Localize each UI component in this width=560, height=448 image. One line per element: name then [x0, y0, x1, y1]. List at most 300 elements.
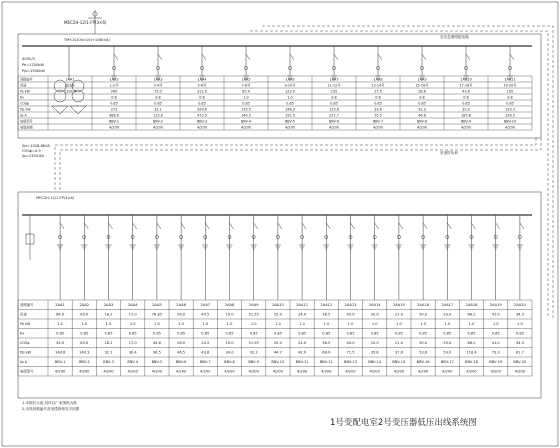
- top-feeder-1AA2-breaker: [114, 54, 118, 60]
- bottom-cell-2AA6-kx: 1.0: [178, 322, 184, 327]
- top-cell-1AA6-pe: 123.0: [285, 89, 295, 94]
- bottom-feeder-2AA12-breaker: [326, 223, 330, 229]
- bottom-feeder-2AA16-breaker: [423, 223, 427, 229]
- top-cell-1AA5-id: 1AA5: [241, 77, 251, 82]
- bottom-cell-2AA18-id: 2AA18: [465, 303, 478, 308]
- bottom-cell-2AA13-pe: 40.0: [346, 312, 355, 317]
- bottom-row-label: 用途: [20, 312, 27, 317]
- bottom-cell-2AA14-pjs: 20.0: [370, 341, 379, 346]
- bottom-cell-2AA4-cos: 0.85: [128, 331, 137, 336]
- bottom-cell-2AA2-cable: BBV-2: [78, 360, 90, 365]
- top-feeder-1AA10-breaker: [466, 54, 470, 60]
- bottom-cell-2AA11-sw: 4/200: [296, 369, 308, 374]
- top-cell-1AA11-pjs: 120.3: [505, 107, 515, 112]
- supply-note-3: Pjs=1500kW: [22, 69, 45, 73]
- bottom-cell-2AA18-cos: 0.85: [467, 331, 476, 336]
- top-cell-1AA3-cable: BBV-2: [152, 119, 164, 124]
- bottom-cell-2AA17-kx: 1.0: [444, 322, 451, 327]
- bottom-cell-2AA7-cos: 0.85: [201, 331, 210, 336]
- top-cell-1AA3-kx: 0.8: [155, 95, 161, 100]
- top-cell-1AA6-kx: 1.0: [287, 95, 293, 100]
- bottom-cell-2AA10-sw: 4/200: [272, 369, 284, 374]
- top-cell-1AA3-pjs: 32.1: [154, 107, 162, 112]
- bottom-incoming-label: MEC2H-12/1-FP(3×6): [36, 196, 75, 200]
- top-cell-1AA8-name: 13-14号: [371, 83, 385, 88]
- top-cell-1AA4-name: 5-6号: [197, 83, 207, 88]
- top-cell-1AA4-cable: BBV-3: [196, 119, 208, 124]
- top-cell-1AA8-pjs: 33.6: [374, 107, 382, 112]
- top-row-label: 电缆规格: [20, 125, 33, 130]
- bottom-cell-2AA18-kx: 1.0: [468, 322, 475, 327]
- bottom-row-label: COSφ: [20, 341, 30, 346]
- top-cell-1AA8-id: 1AA8: [373, 77, 383, 82]
- bottom-cell-2AA9-cable: BBV-9: [248, 360, 260, 365]
- bottom-cell-2AA6-cos: 0.85: [177, 331, 186, 336]
- top-cell-1AA11-cos: 0.85: [506, 101, 514, 106]
- top-cell-1AA2-pe: 260: [110, 89, 118, 94]
- top-cell-1AA4-sw: 4/200: [197, 125, 207, 130]
- bottom-cell-2AA12-ijs: 68.9: [322, 350, 331, 355]
- top-row-label: Pe kW: [20, 89, 30, 94]
- bottom-cell-2AA4-id: 2AA4: [127, 303, 138, 308]
- total-sjs: Sjs=1528.8KVA: [22, 144, 50, 148]
- top-cell-1AA10-cable: BBV-9: [460, 119, 472, 124]
- bottom-cell-2AA5-kx: 1.0: [154, 322, 160, 327]
- top-cell-1AA10-cos: 0.85: [462, 101, 470, 106]
- bottom-cell-2AA1-cos: 0.85: [56, 331, 65, 336]
- bottom-cell-2AA16-pe: 30.0: [419, 312, 428, 317]
- bottom-cell-2AA5-cos: 0.85: [152, 331, 161, 336]
- top-cell-1AA7-name: 11-12号: [327, 83, 341, 88]
- top-cell-1AA5-pjs: 135.5: [241, 107, 251, 112]
- bottom-cell-2AA12-id: 2AA12: [320, 303, 333, 308]
- bottom-cell-2AA3-ijs: 32.1: [104, 350, 113, 355]
- top-cell-1AA10-pe: 43.8: [462, 89, 470, 94]
- bottom-cell-2AA3-sw: 4/200: [103, 369, 114, 374]
- bottom-cell-2AA8-id: 2AA8: [224, 303, 235, 308]
- bottom-feeder-2AA15-breaker: [399, 223, 403, 229]
- top-feeder-1AA4-breaker: [202, 54, 206, 60]
- top-cell-1AA11-ijs: 126.5: [505, 113, 515, 118]
- top-cell-1AA4-pjs: 320.6: [197, 107, 207, 112]
- bottom-cell-2AA2-cos: 0.85: [80, 331, 89, 336]
- bottom-cell-2AA12-pjs: 38.5: [322, 341, 331, 346]
- top-cell-1AA4-cos: 0.85: [198, 101, 206, 106]
- top-cell-1AA7-sw: 4/200: [329, 125, 339, 130]
- bottom-cell-2AA7-cable: BBV-7: [199, 360, 211, 365]
- bottom-cell-2AA8-pe: 19.0: [225, 312, 234, 317]
- bottom-feeder-2AA19-breaker: [496, 223, 500, 229]
- bottom-cell-2AA20-kx: 1.0: [517, 322, 523, 327]
- bottom-cell-2AA4-cable: BBV-4: [127, 360, 139, 365]
- top-cell-1AA3-pe: 75.0: [154, 89, 162, 94]
- top-cell-1AA1-id: 1AA1: [65, 77, 75, 82]
- bottom-cell-2AA10-pe: 25.0: [273, 312, 282, 317]
- bottom-cell-2AA1-pe: 64.0: [56, 312, 65, 317]
- top-row-label: COSφ: [20, 101, 29, 106]
- bottom-cell-2AA20-cos: 0.85: [515, 331, 524, 336]
- top-feeder-1AA5-breaker: [246, 54, 250, 60]
- top-feeder-1AA9-breaker: [422, 54, 426, 60]
- bottom-cell-2AA1-cable: BBV-1: [54, 360, 66, 365]
- top-cell-1AA6-cable: BBV-5: [284, 119, 296, 124]
- bottom-cell-2AA19-sw: 4/200: [490, 369, 501, 374]
- bottom-cell-2AA8-sw: 4/200: [224, 369, 235, 374]
- bottom-cell-2AA11-cable: BBV-11: [295, 360, 309, 365]
- top-cell-1AA7-pe: 135: [330, 89, 338, 94]
- bottom-cell-2AA20-pe: 34.5: [515, 312, 524, 317]
- top-cell-1AA4-kx: 0.8: [199, 95, 205, 100]
- top-cell-1AA1-pe: 2328.6: [64, 89, 76, 94]
- bottom-cell-2AA19-ijs: 73.3: [491, 350, 500, 355]
- top-cell-1AA10-ijs: 185.8: [461, 113, 471, 118]
- bottom-cell-2AA5-sw: 4/200: [151, 369, 163, 374]
- top-cell-1AA6-cos: 0.85: [286, 101, 294, 106]
- bottom-cell-2AA3-kx: 1.0: [105, 322, 112, 327]
- top-cell-1AA9-cable: BBV-8: [416, 119, 428, 124]
- bottom-cell-2AA11-kx: 1.0: [299, 322, 305, 327]
- bottom-cell-2AA8-cos: 0.85: [225, 331, 234, 336]
- bottom-cell-2AA10-cos: 0.85: [273, 331, 282, 336]
- top-cell-1AA3-cos: 0.85: [154, 101, 162, 106]
- bottom-cell-2AA8-ijs: 34.0: [225, 350, 234, 355]
- bottom-cell-2AA16-pjs: 30.0: [419, 341, 428, 346]
- bottom-cell-2AA4-ijs: 30.4: [128, 350, 137, 355]
- top-cell-1AA10-name: 17-18号: [459, 83, 473, 88]
- bottom-cell-2AA12-kx: 1.0: [323, 322, 330, 327]
- top-cell-1AA5-sw: 4/200: [241, 125, 251, 130]
- bottom-cell-2AA1-id: 2AA1: [55, 303, 65, 308]
- bottom-cell-2AA10-cable: BBV-10: [271, 360, 285, 365]
- bottom-cell-2AA9-pe: 51.55: [248, 312, 259, 317]
- top-cell-1AA8-kx: 0.8: [375, 95, 381, 100]
- note-1: 1.本图仅示意,具体以厂家图纸为准: [22, 401, 77, 405]
- bottom-cell-2AA16-ijs: 53.6: [419, 350, 428, 355]
- bottom-cell-2AA5-pjs: 44.6: [152, 341, 161, 346]
- bottom-cell-2AA20-id: 2AA20: [513, 303, 526, 308]
- top-cell-1AA5-name: 7-8号: [241, 83, 251, 88]
- bottom-cell-2AA1-pjs: 54.0: [56, 341, 65, 346]
- bottom-cell-2AA13-sw: 4/200: [345, 369, 356, 374]
- bottom-cell-2AA16-id: 2AA16: [417, 303, 430, 308]
- top-cell-1AA10-id: 1AA10: [460, 77, 472, 82]
- bottom-cell-2AA17-sw: 4/200: [442, 369, 453, 374]
- bottom-cell-2AA9-pjs: 51.55: [248, 341, 259, 346]
- bottom-cell-2AA9-id: 2AA9: [248, 303, 259, 308]
- bottom-cell-2AA9-cos: 0.85: [249, 331, 258, 336]
- bottom-cell-2AA15-pjs: 21.0: [394, 341, 403, 346]
- top-row-label: Pjs kW: [20, 107, 31, 112]
- top-cell-1AA6-ijs: 192.5: [285, 113, 295, 118]
- top-cell-1AA1-name: 进线柜: [64, 83, 76, 88]
- bottom-cell-2AA3-pjs: 18.2: [104, 341, 113, 346]
- bottom-cell-2AA9-kx: 1.0: [250, 322, 257, 327]
- bottom-cell-2AA20-ijs: 61.7: [515, 350, 524, 355]
- bottom-cell-2AA5-id: 2AA5: [152, 303, 162, 308]
- top-cell-1AA6-name: 9-10号: [284, 83, 296, 88]
- bottom-cell-2AA2-sw: 4/200: [79, 369, 90, 374]
- top-cell-1AA6-id: 1AA6: [285, 77, 295, 82]
- bottom-cell-2AA17-cable: BBV-17: [440, 360, 454, 365]
- total-ijs: Ijs=2320.6A: [22, 154, 44, 158]
- bottom-cell-2AA10-ijs: 44.7: [273, 350, 282, 355]
- top-cell-1AA2-cos: 0.85: [110, 101, 118, 106]
- supply-note-2: Pe=1250kW: [22, 63, 45, 67]
- bottom-feeder-2AA18-breaker: [472, 223, 476, 229]
- bottom-cell-2AA8-pjs: 19.0: [225, 341, 234, 346]
- top-busbar-label: TMY-3(100×10)+1(80×8): [64, 38, 110, 42]
- top-cell-1AA4-pe: 312.0: [197, 89, 207, 94]
- bottom-cell-2AA16-kx: 1.0: [420, 322, 426, 327]
- bottom-cell-2AA16-sw: 4/200: [417, 369, 429, 374]
- top-cell-1AA11-sw: 4/200: [505, 125, 515, 130]
- top-cell-1AA7-ijs: 227.7: [329, 113, 339, 118]
- top-cell-1AA10-pjs: 32.0: [462, 107, 470, 112]
- bottom-cell-2AA11-pjs: 24.0: [298, 341, 307, 346]
- bottom-feeder-2AA13-breaker: [351, 223, 355, 229]
- bottom-cell-2AA2-kx: 1.0: [81, 322, 88, 327]
- bottom-cell-2AA18-cable: BBV-18: [465, 360, 478, 365]
- bottom-cell-2AA2-id: 2AA2: [79, 303, 90, 308]
- top-row-label: Kx: [20, 95, 24, 100]
- top-cell-1AA8-ijs: 70.5: [374, 113, 382, 118]
- bottom-cell-2AA19-pjs: 41.0: [491, 341, 500, 346]
- top-row-label: Ijs A: [20, 113, 27, 118]
- bottom-cell-2AA6-id: 2AA6: [176, 303, 186, 308]
- top-cell-1AA9-id: 1AA9: [417, 77, 427, 82]
- bottom-cell-2AA17-ijs: 59.0: [443, 350, 452, 355]
- top-feeder-1AA11-breaker: [510, 54, 514, 60]
- bottom-cell-2AA13-ijs: 71.5: [346, 350, 355, 355]
- bottom-cell-2AA3-pe: 18.2: [104, 312, 113, 317]
- bottom-row-label: 电缆型号: [20, 369, 34, 374]
- bottom-cell-2AA13-pjs: 40.0: [346, 341, 355, 346]
- drawing-title: 1号变配电室2号变压器低压出线系统图: [330, 418, 477, 428]
- bottom-cell-2AA9-sw: 4/200: [248, 369, 259, 374]
- top-cell-1AA4-id: 1AA4: [197, 77, 207, 82]
- top-cell-1AA9-kx: 0.8: [419, 95, 425, 100]
- bottom-cell-2AA19-cos: 0.85: [491, 331, 500, 336]
- bottom-cell-2AA17-pjs: 33.0: [443, 341, 452, 346]
- bottom-feeder-2AA7-breaker: [205, 223, 209, 229]
- bottom-cell-2AA12-sw: 4/200: [321, 369, 332, 374]
- bottom-cell-2AA6-pjs: 26.0: [177, 341, 186, 346]
- bottom-cell-2AA4-sw: 4/200: [127, 369, 138, 374]
- bottom-feeder-2AA6-breaker: [181, 223, 185, 229]
- bottom-cell-2AA14-kx: 1.0: [371, 322, 378, 327]
- top-feeder-1AA3-breaker: [158, 54, 162, 60]
- top-cell-1AA4-ijs: 473.5: [197, 113, 207, 118]
- bottom-cell-2AA19-cable: BBV-19: [489, 360, 503, 365]
- top-cell-1AA2-kx: 0.8: [111, 95, 117, 100]
- top-cell-1AA8-sw: 4/200: [373, 125, 383, 130]
- bottom-cell-2AA16-cable: BBV-16: [416, 360, 430, 365]
- bottom-feeder-2AA17-breaker: [447, 223, 451, 229]
- bottom-cell-2AA16-cos: 0.85: [419, 331, 428, 336]
- bottom-cell-2AA15-id: 2AA15: [392, 303, 405, 308]
- top-cell-1AA2-name: 1-2号: [109, 83, 119, 88]
- bottom-row-label: 回路编号: [20, 303, 34, 308]
- top-cell-1AA9-ijs: 46.8: [418, 113, 426, 118]
- bottom-cell-2AA17-id: 2AA17: [441, 303, 454, 308]
- bottom-cell-2AA15-ijs: 37.6: [394, 350, 403, 355]
- top-cell-1AA7-cable: BBV-6: [328, 119, 340, 124]
- bottom-cell-2AA18-ijs: 118.4: [466, 350, 477, 355]
- top-cell-1AA8-cable: BBV-7: [372, 119, 384, 124]
- bottom-cell-2AA11-pe: 24.0: [298, 312, 307, 317]
- top-incoming-label: MEC2H-12/1-FP(3×6): [64, 20, 107, 25]
- bottom-cell-2AA6-ijs: 46.5: [177, 350, 186, 355]
- bottom-cell-2AA1-ijs: 148.8: [54, 350, 66, 355]
- top-row-label: 回路编号: [20, 77, 33, 82]
- top-cell-1AA9-name: 15-16号: [415, 83, 429, 88]
- bottom-cell-2AA3-cos: 0.85: [104, 331, 113, 336]
- bottom-cell-2AA20-sw: 4/200: [514, 369, 526, 374]
- bottom-cell-2AA14-id: 2AA14: [368, 303, 381, 308]
- top-cell-1AA7-pjs: 125.6: [329, 107, 339, 112]
- bottom-cell-2AA18-sw: 4/200: [466, 369, 477, 374]
- bottom-row-label: Pe kW: [20, 322, 31, 327]
- bottom-cell-2AA5-cable: BBV-5: [151, 360, 163, 365]
- bottom-cell-2AA5-pe: 78.85: [151, 312, 163, 317]
- top-cell-1AA9-cos: 0.85: [418, 101, 426, 106]
- supply-note-1: 400V/3: [22, 57, 35, 61]
- bottom-cell-2AA8-kx: 1.0: [226, 322, 233, 327]
- bottom-cell-2AA14-cable: BBV-14: [368, 360, 382, 365]
- top-cell-1AA3-id: 1AA3: [153, 77, 163, 82]
- bottom-cell-2AA12-pe: 38.5: [322, 312, 331, 317]
- bottom-cell-2AA2-pjs: 63.0: [80, 341, 89, 346]
- top-cell-1AA2-cable: BBV-1: [108, 119, 120, 124]
- bottom-cell-2AA17-pe: 33.0: [443, 312, 452, 317]
- top-cell-1AA5-ijs: 140.5: [241, 113, 251, 118]
- top-feeder-1AA6-breaker: [290, 54, 294, 60]
- bottom-row-label: Pjs kW: [20, 350, 32, 355]
- bottom-feeder-2AA20-breaker: [520, 223, 524, 229]
- note-2: 2.出线回路编号及电缆规格见平面图: [22, 407, 80, 411]
- bottom-cell-2AA4-kx: 1.0: [129, 322, 136, 327]
- top-cell-1AA9-pjs: 92.3: [418, 107, 426, 112]
- bottom-cell-2AA7-ijs: 43.8: [201, 350, 210, 355]
- bottom-cell-2AA12-cable: BBV-12: [319, 360, 333, 365]
- bottom-cell-2AA13-cable: BBV-13: [344, 360, 357, 365]
- bottom-cell-2AA15-kx: 1.0: [396, 322, 402, 327]
- bottom-cell-2AA11-id: 2AA11: [296, 303, 309, 308]
- bottom-cell-2AA10-pjs: 25.0: [273, 341, 282, 346]
- bottom-cell-2AA17-cos: 0.85: [443, 331, 452, 336]
- bottom-cell-2AA1-sw: 4/200: [54, 369, 66, 374]
- top-cell-1AA11-pe: 150: [506, 89, 514, 94]
- bottom-cell-2AA2-ijs: 140.3: [79, 350, 90, 355]
- bottom-feeder-2AA2-breaker: [84, 223, 88, 229]
- bottom-row-label: Kx: [20, 331, 25, 336]
- bottom-cell-2AA12-cos: 0.85: [322, 331, 331, 336]
- bottom-cell-2AA11-ijs: 42.9: [298, 350, 307, 355]
- bottom-cell-2AA13-kx: 1.0: [347, 322, 354, 327]
- top-cell-1AA5-kx: 1.0: [243, 95, 249, 100]
- top-cell-1AA8-pe: 27.5: [374, 89, 382, 94]
- top-cell-1AA7-cos: 0.85: [330, 101, 338, 106]
- bottom-cell-2AA15-cos: 0.85: [394, 331, 403, 336]
- bottom-cell-2AA20-pjs: 34.5: [515, 341, 524, 346]
- bottom-cell-2AA8-cable: BBV-8: [224, 360, 235, 365]
- bottom-cell-2AA4-pe: 17.0: [128, 312, 137, 317]
- side-note-1: 至应急照明配电箱: [440, 35, 469, 39]
- top-cell-1AA6-sw: 4/200: [285, 125, 295, 130]
- bottom-cell-2AA9-ijs: 92.2: [249, 350, 258, 355]
- top-cell-1AA5-cable: BBV-4: [240, 119, 252, 124]
- bottom-feeder-2AA5-breaker: [157, 223, 161, 229]
- top-cell-1AA5-pe: 85.4: [242, 89, 250, 94]
- top-cell-1AA11-name: 19-20号: [503, 83, 517, 88]
- bottom-cell-2AA7-pe: 44.5: [201, 312, 210, 317]
- bottom-cell-2AA14-cos: 0.85: [370, 331, 379, 336]
- bottom-feeder-2AA3-breaker: [109, 223, 113, 229]
- bottom-cell-2AA4-pjs: 17.0: [128, 341, 137, 346]
- top-cell-1AA8-cos: 0.85: [374, 101, 382, 106]
- top-row-label: 用途: [20, 83, 27, 88]
- bottom-cell-2AA10-id: 2AA10: [271, 303, 284, 308]
- bottom-cell-2AA19-pe: 41.0: [491, 312, 500, 317]
- bottom-feeder-2AA9-breaker: [254, 223, 258, 229]
- bottom-cell-2AA6-sw: 4/200: [175, 369, 187, 374]
- top-cell-1AA6-pjs: 196.3: [285, 107, 295, 112]
- top-feeder-1AA8-breaker: [378, 54, 382, 60]
- bottom-cell-2AA13-cos: 0.85: [346, 331, 355, 336]
- bottom-cell-2AA7-kx: 1.0: [202, 322, 209, 327]
- bottom-cell-2AA2-pe: 63.0: [80, 312, 89, 317]
- bottom-cell-2AA11-cos: 0.85: [298, 331, 307, 336]
- bottom-cell-2AA20-cable: BBV-20: [513, 360, 527, 365]
- top-cell-1AA2-pjs: 273: [110, 107, 118, 112]
- top-cell-1AA9-sw: 4/200: [417, 125, 427, 130]
- bottom-cell-2AA3-id: 2AA3: [103, 303, 114, 308]
- top-feeder-1AA7-breaker: [334, 54, 338, 60]
- top-cell-1AA11-cable: BBV-10: [503, 119, 517, 124]
- total-cos: COSφ=0.9: [22, 149, 41, 153]
- bottom-feeder-2AA1-breaker: [60, 223, 64, 229]
- top-cell-1AA7-kx: 0.8: [331, 95, 337, 100]
- bottom-cell-2AA15-cable: BBV-15: [392, 360, 406, 365]
- bottom-cell-2AA19-id: 2AA19: [489, 303, 502, 308]
- bottom-cell-2AA7-id: 2AA7: [200, 303, 211, 308]
- bottom-cell-2AA14-sw: 4/200: [369, 369, 380, 374]
- bottom-cell-2AA14-pe: 20.0: [370, 312, 379, 317]
- top-cell-1AA10-kx: 0.8: [463, 95, 469, 100]
- bottom-row-label: Ijs A: [20, 360, 28, 365]
- top-cell-1AA10-sw: 4/200: [461, 125, 471, 130]
- bottom-cell-2AA7-pjs: 24.5: [201, 341, 210, 346]
- bottom-feeder-2AA11-breaker: [302, 223, 306, 229]
- top-cell-1AA11-kx: 0.8: [507, 95, 513, 100]
- bottom-cell-2AA14-ijs: 35.8: [370, 350, 379, 355]
- bottom-cell-2AA3-cable: BBV-3: [103, 360, 114, 365]
- bottom-cell-2AA18-pe: 66.2: [467, 312, 476, 317]
- bottom-cell-2AA10-kx: 1.0: [275, 322, 281, 327]
- top-cell-1AA3-name: 3-4号: [153, 83, 163, 88]
- bottom-cell-2AA7-sw: 4/200: [200, 369, 211, 374]
- top-cell-1AA3-ijs: 115.8: [153, 113, 163, 118]
- bottom-cell-2AA15-sw: 4/200: [393, 369, 405, 374]
- bottom-feeder-2AA14-breaker: [375, 223, 379, 229]
- bottom-feeder-2AA10-breaker: [278, 223, 282, 229]
- top-cell-1AA7-id: 1AA7: [329, 77, 339, 82]
- top-cell-1AA2-sw: 4/200: [109, 125, 119, 130]
- top-row-label: 电缆型号: [20, 119, 33, 124]
- bottom-cell-2AA6-pe: 26.0: [177, 312, 186, 317]
- bottom-feeder-2AA4-breaker: [133, 223, 137, 229]
- bottom-feeder-2AA8-breaker: [230, 223, 234, 229]
